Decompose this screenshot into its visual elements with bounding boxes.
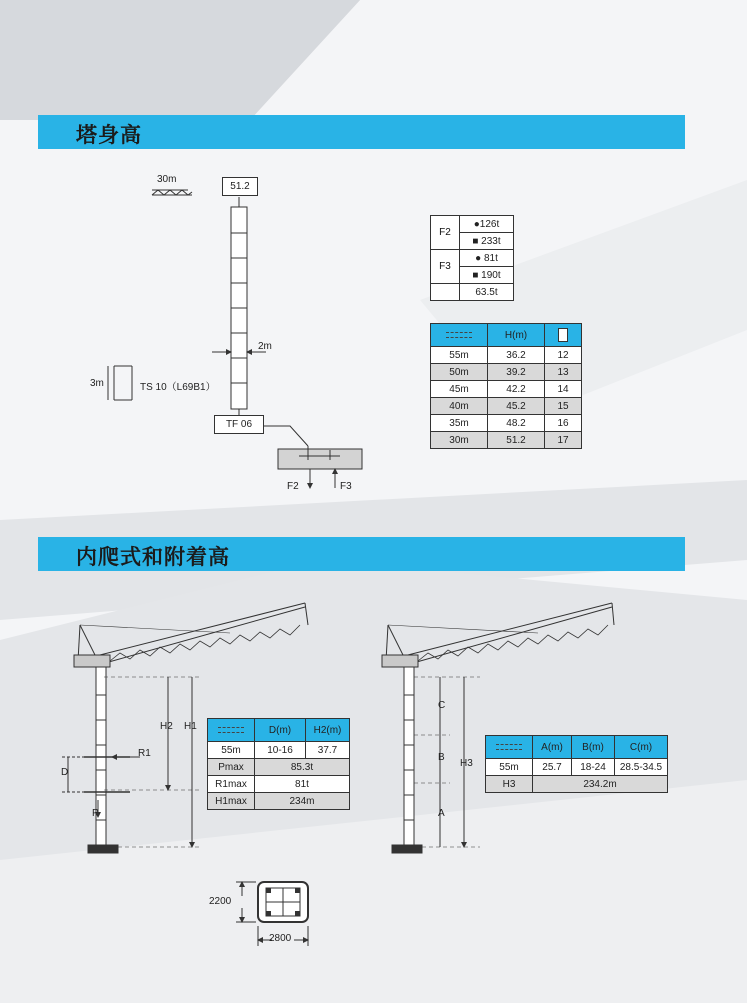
jib-icon — [431, 324, 488, 347]
mast-section-label: TS 10（L69B1） — [140, 382, 216, 393]
label-h2: H2 — [160, 721, 173, 732]
base-label-box: TF 06 — [214, 415, 264, 434]
tie-table — [485, 735, 668, 793]
label-r1: R1 — [138, 748, 151, 759]
force-cell: ● 81t — [460, 250, 514, 267]
label-p: P — [92, 808, 99, 819]
section-header-climbing — [38, 537, 685, 571]
cell: 55m — [486, 759, 533, 776]
top-height-box: 51.2 — [222, 177, 258, 196]
header-c: C(m) — [615, 736, 668, 759]
tower-height-diagram — [0, 150, 747, 510]
cell: 39.2 — [488, 364, 545, 381]
force-f3-label: F3 — [340, 481, 352, 492]
tower-mast — [231, 197, 247, 415]
cell: 14 — [545, 381, 582, 398]
cell: 42.2 — [488, 381, 545, 398]
jib-icon — [486, 736, 533, 759]
force-cell: ■ 233t — [460, 233, 514, 250]
force-f2-label: F2 — [287, 481, 299, 492]
cell: R1max — [208, 776, 255, 793]
cell: 85.3t — [255, 759, 350, 776]
force-group-f2: F2 — [431, 216, 460, 250]
cell: 45.2 — [488, 398, 545, 415]
height-table — [430, 323, 582, 449]
cell: 35m — [431, 415, 488, 432]
cell: 37.7 — [306, 742, 350, 759]
cell: 16 — [545, 415, 582, 432]
section-title: 内爬式和附着高 — [76, 545, 230, 569]
cell: Pmax — [208, 759, 255, 776]
climbing-table — [207, 718, 350, 810]
torque-icon — [431, 284, 460, 301]
force-table — [430, 215, 514, 301]
jib-icon — [208, 719, 255, 742]
cell: H3 — [486, 776, 533, 793]
cell: 51.2 — [488, 432, 545, 449]
label-c: C — [438, 700, 446, 711]
cell: H1max — [208, 793, 255, 810]
label-a: A — [438, 808, 445, 819]
cell: 18-24 — [572, 759, 615, 776]
header-d: D(m) — [255, 719, 306, 742]
section-height-label: 3m — [90, 378, 104, 389]
jib-symbol — [152, 190, 192, 195]
cell: 40m — [431, 398, 488, 415]
cell: 55m — [208, 742, 255, 759]
mast-plan-diagram — [228, 876, 328, 956]
cell: 10-16 — [255, 742, 306, 759]
label-d: D — [61, 767, 69, 778]
header-h2: H2(m) — [306, 719, 350, 742]
cell: 30m — [431, 432, 488, 449]
mast-section-icon — [545, 324, 582, 347]
label-b: B — [438, 752, 445, 763]
cell: 50m — [431, 364, 488, 381]
climbing-diagrams — [0, 595, 747, 865]
dim-horizontal-label: 2800 — [269, 933, 292, 944]
cell: 12 — [545, 347, 582, 364]
cell: 81t — [255, 776, 350, 793]
jib-length-label: 30m — [157, 174, 177, 185]
force-group-f3: F3 — [431, 250, 460, 284]
attached-crane — [382, 603, 614, 853]
cell: 28.5-34.5 — [615, 759, 668, 776]
label-h3: H3 — [460, 758, 473, 769]
force-cell: ●126t — [460, 216, 514, 233]
dim-vertical-label: 2200 — [209, 896, 232, 907]
cell: 15 — [545, 398, 582, 415]
section-header-tower-height — [38, 115, 685, 149]
section-title: 塔身高 — [76, 123, 142, 147]
cell: 234.2m — [533, 776, 668, 793]
header-a: A(m) — [533, 736, 572, 759]
cell: 45m — [431, 381, 488, 398]
force-cell: ■ 190t — [460, 267, 514, 284]
header-b: B(m) — [572, 736, 615, 759]
cell: 13 — [545, 364, 582, 381]
cell: 55m — [431, 347, 488, 364]
label-h1: H1 — [184, 721, 197, 732]
cell: 25.7 — [533, 759, 572, 776]
cell: 36.2 — [488, 347, 545, 364]
mast-width-label: 2m — [258, 341, 272, 352]
header-h: H(m) — [488, 324, 545, 347]
cell: 17 — [545, 432, 582, 449]
cell: 234m — [255, 793, 350, 810]
force-cell: 63.5t — [460, 284, 514, 301]
cell: 48.2 — [488, 415, 545, 432]
